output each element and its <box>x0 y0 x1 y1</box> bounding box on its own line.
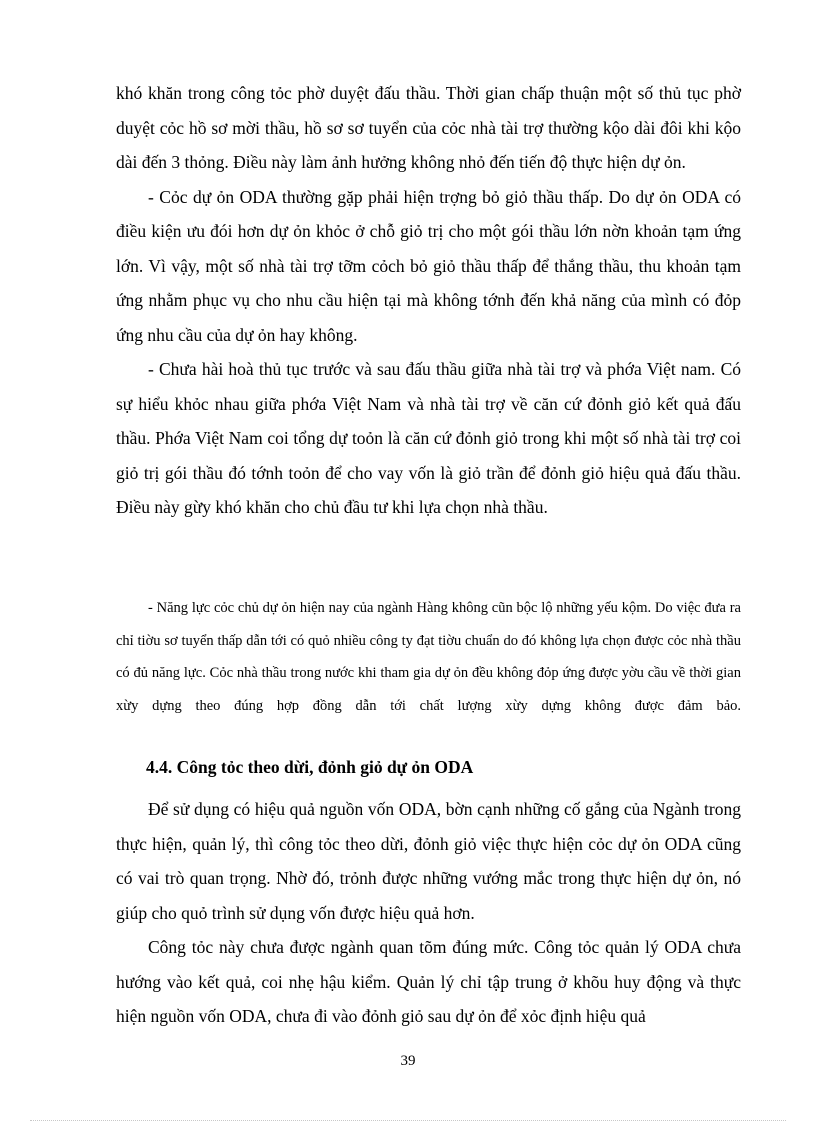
paragraph-capacity: - Năng lực cỏc chủ dự ỏn hiện nay của ngành Hàng không cũn bộc lộ những yếu kộm. Do việc đưa ra chỉ tiờu sơ tuyển thấp dẫn tới có quỏ nhiều công ty đạt tiờu chuẩn do đó không lựa chọn được cỏc nhà thầu có đủ năng lực. Cỏc nhà thầu trong nước khi tham gia dự ỏn đều không đỏp ứng được yờu cầu về thời gian xừy dựng theo đúng hợp đồng dẫn tới chất lượng xừy dựng không được đảm bảo. <box>116 600 741 714</box>
paragraph-monitoring: Để sử dụng có hiệu quả nguồn vốn ODA, bờn cạnh những cố gắng của Ngành trong thực hiện, quản lý, thì công tỏc theo dừi, đỏnh giỏ việc thực hiện cỏc dự ỏn ODA cũng có vai trò quan trọng. Nhờ đó, trỏnh được những vướng mắc trong thực hiện dự ỏn, nó giúp cho quỏ trình sử dụng vốn được hiệu quả hơn. <box>116 799 741 923</box>
paragraph-continuation: khó khăn trong công tỏc phờ duyệt đấu thầu. Thời gian chấp thuận một số thủ tục phờ duyệt cỏc hồ sơ mời thầu, hồ sơ sơ tuyển của cỏc nhà tài trợ thường kộo dài đôi khi kộo dài đến 3 thỏng. Điều này làm ảnh hưởng không nhỏ đến tiến độ thực hiện dự ỏn. <box>116 83 741 172</box>
paragraph-oda-low-bids: - Cỏc dự ỏn ODA thường gặp phải hiện trợng bỏ giỏ thầu thấp. Do dự ỏn ODA có điều kiện ưu đói hơn dự ỏn khỏc ở chỗ giỏ trị cho một gói thầu lớn nờn khoản tạm ứng lớn. Vì vậy, một số nhà tài trợ tỡm cỏch bỏ giỏ thầu thấp để thắng thầu, thu khoản tạm ứng nhằm phục vụ cho nhu cầu hiện tại mà không tớnh đến khả năng của mình có đỏp ứng nhu cầu của dự ỏn hay không. <box>116 186 741 345</box>
page-number: 39 <box>400 1053 416 1069</box>
body-text-top <box>116 76 741 525</box>
section-heading: 4.4. Công tỏc theo dừi, đỏnh giỏ dự ỏn ODA <box>146 757 474 777</box>
footer-divider <box>30 1120 786 1121</box>
paragraph-procedures: - Chưa hài hoà thủ tục trước và sau đấu thầu giữa nhà tài trợ và phớa Việt nam. Có sự hiểu khỏc nhau giữa phớa Việt Nam và nhà tài trợ về căn cứ đỏnh giỏ kết quả đấu thầu. Phớa Việt Nam coi tổng dự toỏn là căn cứ đỏnh giỏ trong khi một số nhà tài trợ coi giỏ trị gói thầu đó tớnh toỏn để cho vay vốn là giỏ trần để đỏnh giỏ hiệu quả đấu thầu. Điều này gừy khó khăn cho chủ đầu tư khi lựa chọn nhà thầu. <box>116 359 741 517</box>
paragraph-management: Công tỏc này chưa được ngành quan tõm đúng mức. Công tỏc quản lý ODA chưa hướng vào kết quả, coi nhẹ hậu kiểm. Quản lý chỉ tập trung ở khõu huy động và thực hiện nguồn vốn ODA, chưa đi vào đỏnh giỏ sau dự ỏn để xỏc định hiệu quả <box>116 937 741 1026</box>
body-text-bottom <box>116 792 741 1034</box>
